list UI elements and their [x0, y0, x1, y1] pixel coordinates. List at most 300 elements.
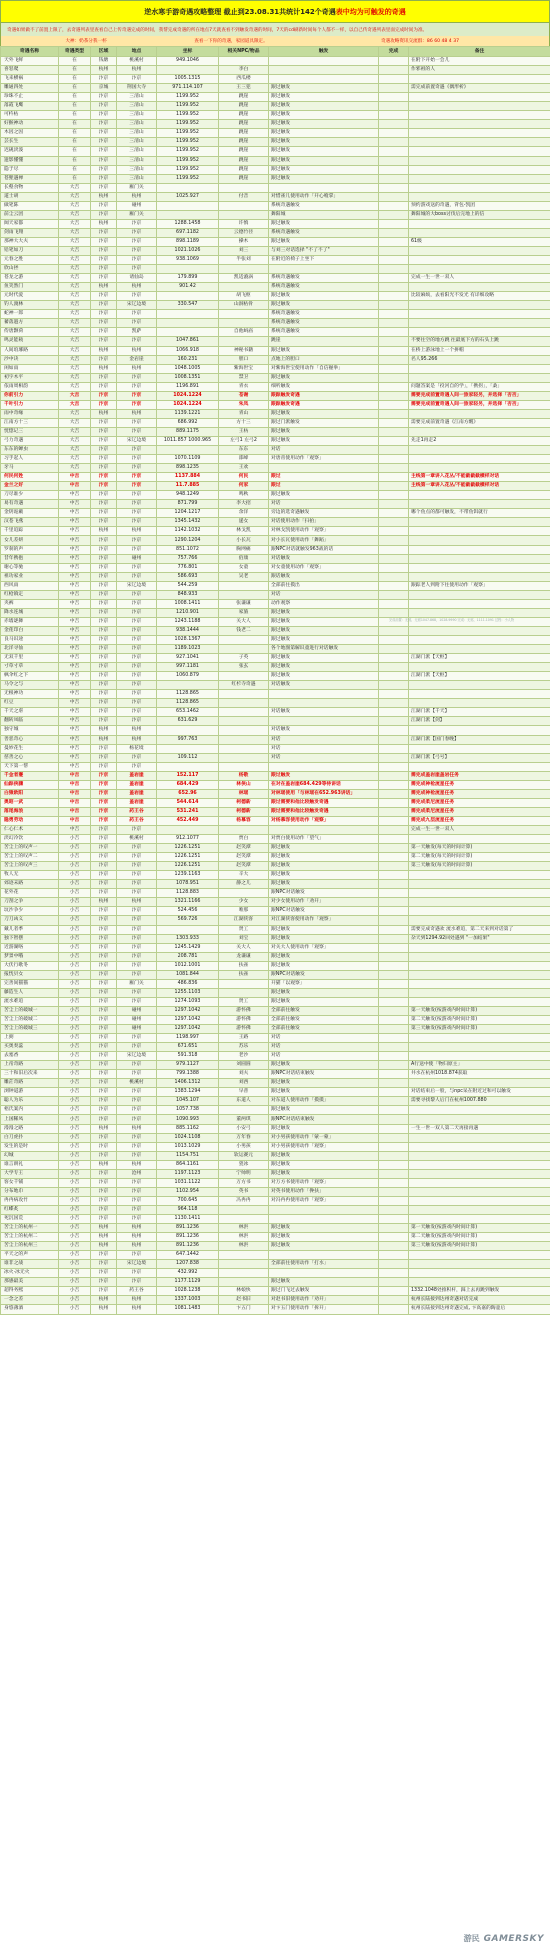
cell-trigger: 舞阳城	[269, 210, 379, 219]
cell-type: 小吉	[59, 1070, 91, 1079]
cell-done	[379, 943, 409, 952]
cell-place: 三清山	[117, 138, 157, 147]
cell-type: 小吉	[59, 1043, 91, 1052]
cell-name: 千天之虐	[1, 708, 59, 717]
table-header-row	[1, 47, 550, 57]
cell-place: 汴京	[117, 246, 157, 255]
cell-coord: 864.1161	[157, 1160, 219, 1169]
cell-coord: 1226.1251	[157, 862, 219, 871]
cell-region: 汴京	[91, 1106, 117, 1115]
cell-coord: 1081.844	[157, 970, 219, 979]
cell-trigger: 跟过触发	[269, 934, 379, 943]
cell-coord: 1189.1023	[157, 645, 219, 654]
cell-place: 汴京	[117, 681, 157, 690]
cell-note: 第二天触发(按游戏内时间计算)	[409, 1233, 550, 1242]
cell-note: 在附下开始一会儿	[409, 57, 550, 66]
cell-done	[379, 57, 409, 66]
cell-name: 刀刀凶义	[1, 916, 59, 925]
table-row	[1, 1133, 550, 1142]
cell-coord: 851.1072	[157, 545, 219, 554]
cell-npc	[219, 1278, 269, 1287]
cell-trigger: 跟过触发	[269, 626, 379, 635]
table-row	[1, 355, 550, 364]
cell-coord: 885.1162	[157, 1124, 219, 1133]
table-row	[1, 961, 550, 970]
cell-coord	[157, 265, 219, 274]
cell-done	[379, 970, 409, 979]
cell-note	[409, 120, 550, 129]
cell-place: 汴京	[117, 654, 157, 663]
cell-place: 三清山	[117, 120, 157, 129]
cell-coord: 179.899	[157, 274, 219, 283]
cell-type: 中吉	[59, 780, 91, 789]
cell-type: 中吉	[59, 473, 91, 482]
cell-done	[379, 1260, 409, 1269]
cell-place: 汴京	[117, 446, 157, 455]
cell-place: 汴京	[117, 400, 157, 409]
col-header: 完成	[379, 47, 409, 57]
cell-region: 汴京	[91, 871, 117, 880]
cell-type: 大吉	[59, 464, 91, 473]
cell-done	[379, 283, 409, 292]
cell-npc: 扶雀	[219, 961, 269, 970]
cell-done	[379, 545, 409, 554]
table-row	[1, 301, 550, 310]
cell-place: 碰州	[117, 1025, 157, 1034]
cell-place: 汴京	[117, 256, 157, 265]
table-row	[1, 1296, 550, 1305]
cell-done	[379, 265, 409, 274]
cell-npc: 龙谦谦	[219, 952, 269, 961]
cell-note: 在桥上游泳地上一个拼帽	[409, 346, 550, 355]
cell-place: 汴京	[117, 753, 157, 762]
cell-done	[379, 1115, 409, 1124]
cell-note	[409, 1251, 550, 1260]
cell-region: 汴京	[91, 473, 117, 482]
table-row	[1, 880, 550, 889]
cell-coord: 486.836	[157, 979, 219, 988]
watermark-left: 游民	[463, 1934, 480, 1943]
cell-name: 江南方十三	[1, 418, 59, 427]
cell-place: 碰州	[117, 1015, 157, 1024]
cell-type: 小吉	[59, 1242, 91, 1251]
cell-type: 中吉	[59, 617, 91, 626]
cell-done	[379, 934, 409, 943]
cell-note: 跟踪老人到附下往使用动作「观察」	[409, 581, 550, 590]
cell-trigger: 对江湖侠客使用动作「观察」	[269, 916, 379, 925]
cell-done	[379, 129, 409, 138]
cell-region: 汴京	[91, 436, 117, 445]
cell-trigger: 跟过触发	[269, 346, 379, 355]
cell-name: 千里追踪	[1, 527, 59, 536]
cell-coord: 652.96	[157, 789, 219, 798]
cell-place: 凯萨	[117, 328, 157, 337]
cell-name: 慈善之心	[1, 753, 59, 762]
cell-region: 汴京	[91, 382, 117, 391]
cell-type: 大吉	[59, 373, 91, 382]
cell-npc: 林瑶	[219, 789, 269, 798]
cell-region: 汴京	[91, 455, 117, 464]
cell-note	[409, 310, 550, 319]
cell-npc	[219, 210, 269, 219]
table-row	[1, 889, 550, 898]
cell-done	[379, 174, 409, 183]
cell-note: 第三天触发(每天的时间计算)	[409, 862, 550, 871]
cell-name: 三十和旧后次来	[1, 1070, 59, 1079]
cell-npc: 东东	[219, 446, 269, 455]
cell-name: 仙踪侠骤	[1, 780, 59, 789]
cell-trigger: 跟过触发	[269, 427, 379, 436]
cell-done	[379, 1187, 409, 1196]
cell-coord	[157, 681, 219, 690]
cell-done	[379, 418, 409, 427]
cell-name: 女儿差妍	[1, 536, 59, 545]
cell-name: 奥昭一武	[1, 798, 59, 807]
cell-done	[379, 210, 409, 219]
table-row	[1, 1215, 550, 1224]
cell-region: 汴京	[91, 572, 117, 581]
cell-name: 雨中奇缘	[1, 409, 59, 418]
cell-type: 中吉	[59, 654, 91, 663]
cell-place: 杭州	[117, 1296, 157, 1305]
cell-region: 汴京	[91, 862, 117, 871]
cell-place: 汴京	[117, 464, 157, 473]
cell-note	[409, 988, 550, 997]
cell-coord: 1406.1312	[157, 1079, 219, 1088]
cell-name: 木因之因	[1, 129, 59, 138]
cell-place: 汴京	[117, 545, 157, 554]
cell-place: 杭州	[117, 1160, 157, 1169]
cell-place: 药王谷	[117, 1287, 157, 1296]
cell-note	[409, 536, 550, 545]
cell-coord	[157, 825, 219, 834]
cell-note	[409, 183, 550, 192]
cell-trigger: 跟过触发	[269, 988, 379, 997]
cell-coord	[157, 201, 219, 210]
cell-note: 1332.1048处推积杆，踩上去再跳到触发	[409, 1287, 550, 1296]
cell-type: 中吉	[59, 762, 91, 771]
cell-trigger: 在对在盖岩崖684.429等待讲话	[269, 780, 379, 789]
cell-name: 隐勇劳动	[1, 816, 59, 825]
cell-type: 中吉	[59, 807, 91, 816]
cell-place: 汴京	[117, 708, 157, 717]
title-emphasis: 表中均为可触发的奇遇	[335, 7, 406, 16]
cell-name: 独守城	[1, 726, 59, 735]
cell-region: 汴京	[91, 301, 117, 310]
cell-note	[409, 518, 550, 527]
table-row	[1, 418, 550, 427]
cell-name: 千叶引力	[1, 400, 59, 409]
table-row	[1, 319, 550, 328]
cell-type: 大吉	[59, 183, 91, 192]
cell-type: 小吉	[59, 1106, 91, 1115]
cell-npc	[219, 690, 269, 699]
cell-place: 汴京	[117, 636, 157, 645]
cell-region: 杭州	[91, 219, 117, 228]
cell-trigger: 跟过触发	[269, 129, 379, 138]
cell-done	[379, 844, 409, 853]
table-row	[1, 500, 550, 509]
cell-trigger: 对话	[269, 1043, 379, 1052]
cell-region: 汴京	[91, 762, 117, 771]
table-row	[1, 1070, 550, 1079]
cell-region: 汴京	[91, 129, 117, 138]
cell-place: 汴京	[117, 228, 157, 237]
table-row	[1, 762, 550, 771]
cell-name: 苦尘上的杭州一	[1, 1224, 59, 1233]
col-header: 区域	[91, 47, 117, 57]
cell-coord: 1303.933	[157, 934, 219, 943]
cell-region: 杭州	[91, 364, 117, 373]
cell-trigger: 跟过触发	[269, 672, 379, 681]
cell-type: 中吉	[59, 608, 91, 617]
cell-coord: 531.241	[157, 807, 219, 816]
cell-note	[409, 726, 550, 735]
cell-place: 荆国大寺	[117, 84, 157, 93]
cell-npc: 东道人	[219, 1097, 269, 1106]
cell-coord: 586.693	[157, 572, 219, 581]
cell-npc: 万年春	[219, 1133, 269, 1142]
cell-done	[379, 400, 409, 409]
cell-note	[409, 427, 550, 436]
cell-coord: 1199.952	[157, 138, 219, 147]
cell-name: 前尘云团	[1, 210, 59, 219]
table-row	[1, 663, 550, 672]
cell-region: 汴京	[91, 464, 117, 473]
cell-type: 中吉	[59, 509, 91, 518]
cell-note	[409, 599, 550, 608]
cell-region: 汴京	[91, 654, 117, 663]
cell-done	[379, 1034, 409, 1043]
cell-npc: 王路	[219, 1034, 269, 1043]
cell-note	[409, 1034, 550, 1043]
cell-done	[379, 961, 409, 970]
cell-npc	[219, 672, 269, 681]
cell-done	[379, 373, 409, 382]
cell-name: 死沉国荒	[1, 1215, 59, 1224]
watermark	[464, 1933, 544, 1944]
cell-type: 小吉	[59, 1115, 91, 1124]
cell-name: 梦景中哦	[1, 952, 59, 961]
cell-place: 汴京	[117, 500, 157, 509]
cell-name: 上弼	[1, 1034, 59, 1043]
cell-npc: 子英	[219, 654, 269, 663]
cell-region: 汴京	[91, 889, 117, 898]
cell-done	[379, 744, 409, 753]
cell-name: 苦尘上的破城一	[1, 1006, 59, 1015]
cell-trigger: 各个地图第解识童进行对话触发	[269, 645, 379, 654]
cell-region: 汴京	[91, 1006, 117, 1015]
cell-region: 杭州	[91, 1296, 117, 1305]
cell-type: 大吉	[59, 328, 91, 337]
cell-done	[379, 256, 409, 265]
cell-note	[409, 1106, 550, 1115]
cell-type: 小吉	[59, 1133, 91, 1142]
cell-name: 谁言朗礼	[1, 1160, 59, 1169]
cell-place: 雁门关	[117, 979, 157, 988]
cell-npc	[219, 1106, 269, 1115]
cell-npc: 刘三	[219, 246, 269, 255]
cell-region: 汴京	[91, 1287, 117, 1296]
cell-name: 苍狸遇禅	[1, 174, 59, 183]
cell-coord: 1008.1351	[157, 373, 219, 382]
cell-coord: 1196.891	[157, 382, 219, 391]
cell-region: 汴京	[91, 1025, 117, 1034]
cell-region: 杭州	[91, 409, 117, 418]
cell-name: 隐于尽	[1, 165, 59, 174]
table-row	[1, 1260, 550, 1269]
cell-name: 汉苍飞燕	[1, 518, 59, 527]
cell-trigger: 跟过需要和他比较触发奇遇	[269, 798, 379, 807]
cell-place: 汴京	[117, 1278, 157, 1287]
cell-place: 杭州	[117, 346, 157, 355]
cell-trigger: 对话	[269, 1052, 379, 1061]
cell-name: 谁非之战	[1, 1260, 59, 1269]
cell-note	[409, 1205, 550, 1214]
cell-coord: 1383.1294	[157, 1088, 219, 1097]
cell-npc: 付音	[219, 192, 269, 201]
table-row	[1, 545, 550, 554]
cell-coord: 1297.1042	[157, 1025, 219, 1034]
cell-coord: 1288.1458	[157, 219, 219, 228]
cell-coord: 1031.1122	[157, 1178, 219, 1187]
cell-place: 宋辽边境	[117, 301, 157, 310]
cell-place: 汴京	[117, 373, 157, 382]
cell-type: 小吉	[59, 1088, 91, 1097]
cell-place: 三清山	[117, 111, 157, 120]
cell-region: 汴京	[91, 183, 117, 192]
cell-name: 冰火·冰无火	[1, 1269, 59, 1278]
cell-place: 碰州	[117, 554, 157, 563]
cell-place: 杨花境	[117, 744, 157, 753]
cell-done	[379, 536, 409, 545]
cell-name: 花外花	[1, 889, 59, 898]
cell-done	[379, 500, 409, 509]
cell-place: 汴京	[117, 844, 157, 853]
cell-place: 汴京	[117, 292, 157, 301]
cell-region: 汴京	[91, 418, 117, 427]
cell-region: 汴京	[91, 310, 117, 319]
cell-type: 大吉	[59, 256, 91, 265]
table-row	[1, 147, 550, 156]
cell-done	[379, 1169, 409, 1178]
cell-name: 白刀虎扑	[1, 1133, 59, 1142]
cell-coord: 1226.1251	[157, 853, 219, 862]
table-row	[1, 581, 550, 590]
cell-coord	[157, 744, 219, 753]
cell-done	[379, 880, 409, 889]
cell-npc: 关大人	[219, 617, 269, 626]
cell-region: 汴京	[91, 961, 117, 970]
cell-place: 杭州	[117, 735, 157, 744]
cell-trigger: 点地上的胆口	[269, 355, 379, 364]
cell-place: 宋辽边境	[117, 581, 157, 590]
cell-type: 中吉	[59, 681, 91, 690]
cell-npc: 鸣秋	[219, 491, 269, 500]
cell-coord	[157, 762, 219, 771]
cell-place: 汴京	[117, 1151, 157, 1160]
cell-note	[409, 898, 550, 907]
cell-region: 汴京	[91, 1070, 117, 1079]
cell-place: 汴京	[117, 1205, 157, 1214]
cell-coord: 544.259	[157, 581, 219, 590]
cell-npc: 早普	[219, 1088, 269, 1097]
cell-npc: 苏乐	[219, 1043, 269, 1052]
cell-note: 需要完成前置奇遇人间一旅家轻另，并选择「否否」	[409, 391, 550, 400]
table-row	[1, 391, 550, 400]
table-row	[1, 934, 550, 943]
cell-name: 漫漫之路	[1, 1124, 59, 1133]
cell-region: 汴京	[91, 427, 117, 436]
table-row	[1, 473, 550, 482]
cell-name: 习手起人	[1, 455, 59, 464]
cell-coord	[157, 319, 219, 328]
cell-coord: 1199.952	[157, 156, 219, 165]
cell-region: 汴京	[91, 1043, 117, 1052]
cell-region: 汴京	[91, 482, 117, 491]
cell-npc: 软运赛元	[219, 1151, 269, 1160]
cell-trigger: 跟过触发	[269, 1278, 379, 1287]
table-row	[1, 455, 550, 464]
cell-name: 无根神功	[1, 690, 59, 699]
cell-note	[409, 265, 550, 274]
cell-note	[409, 1278, 550, 1287]
cell-region: 京城	[91, 84, 117, 93]
cell-place: 汴京	[117, 599, 157, 608]
table-row	[1, 636, 550, 645]
cell-region: 汴京	[91, 970, 117, 979]
cell-coord: 891.1236	[157, 1242, 219, 1251]
cell-npc: 林洪	[219, 1233, 269, 1242]
cell-trigger: 跟过触发	[269, 174, 379, 183]
cell-done	[379, 780, 409, 789]
cell-done	[379, 807, 409, 816]
cell-note: 第二天触发(按游戏内时间计算)	[409, 1015, 550, 1024]
cell-trigger: 对话	[269, 590, 379, 599]
cell-place: 三清山	[117, 174, 157, 183]
cell-trigger: 对话使用动作「扫拍」	[269, 518, 379, 527]
cell-note	[409, 165, 550, 174]
table-body	[1, 57, 550, 1315]
cell-name: 流水难追	[1, 997, 59, 1006]
cell-place: 汴京	[117, 699, 157, 708]
cell-region: 汴京	[91, 1187, 117, 1196]
cell-npc: 王欢	[219, 464, 269, 473]
cell-done	[379, 1043, 409, 1052]
cell-place: 汴京	[117, 75, 157, 84]
cell-name: 独下智摆	[1, 934, 59, 943]
cell-region: 汴京	[91, 237, 117, 246]
cell-done	[379, 916, 409, 925]
cell-trigger: 跟过触发	[269, 871, 379, 880]
cell-done	[379, 988, 409, 997]
cell-coord: 208.781	[157, 952, 219, 961]
table-row	[1, 1251, 550, 1260]
table-row	[1, 57, 550, 66]
cell-trigger: 跟过触发	[269, 1151, 379, 1160]
cell-npc	[219, 753, 269, 762]
table-row	[1, 853, 550, 862]
cell-region: 汴京	[91, 1034, 117, 1043]
cell-region: 汴京	[91, 228, 117, 237]
cell-note	[409, 1169, 550, 1178]
cell-done	[379, 165, 409, 174]
cell-trigger: 对惜雀儿使用动作「开心噎掌」	[269, 192, 379, 201]
cell-type: 在	[59, 102, 91, 111]
cell-type: 大吉	[59, 246, 91, 255]
cell-npc	[219, 310, 269, 319]
cell-note: 江湖门派【剑】	[409, 717, 550, 726]
